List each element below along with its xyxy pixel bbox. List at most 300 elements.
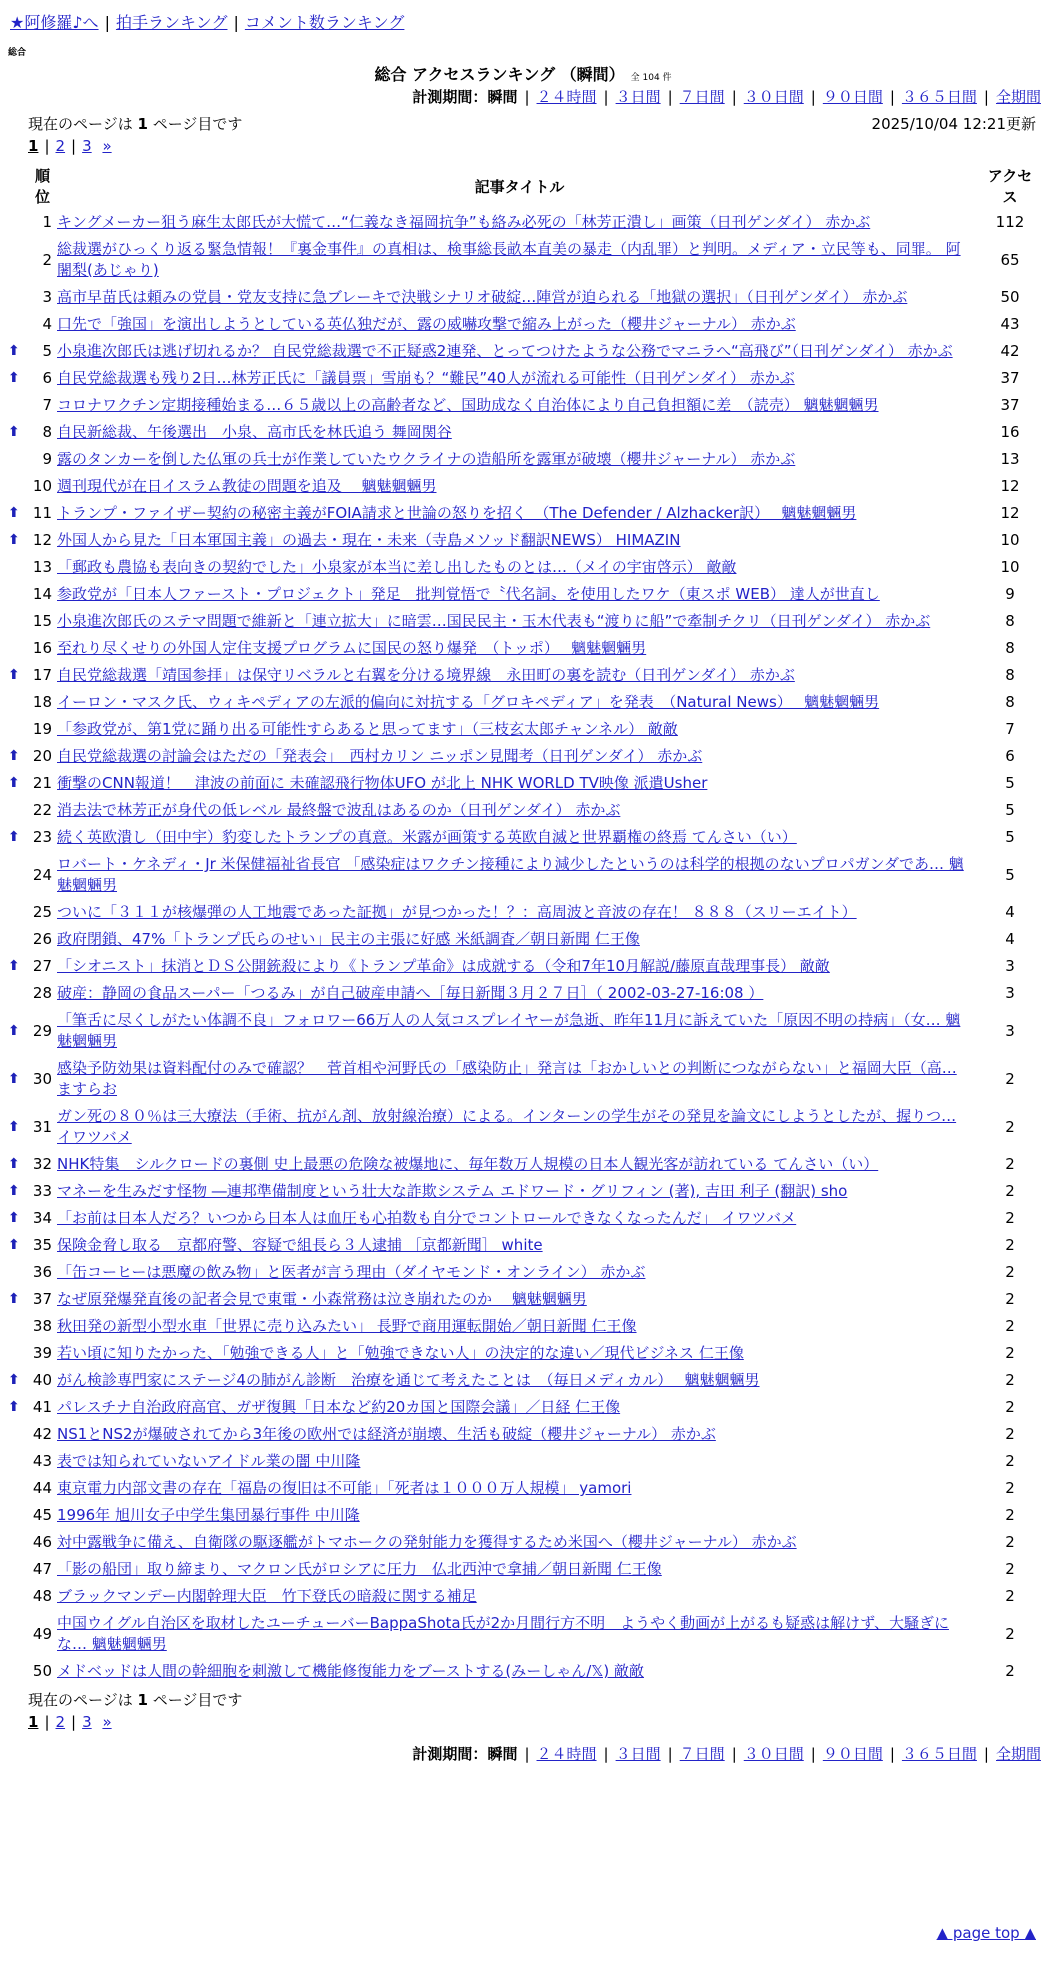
access-count: 8 (1005, 666, 1015, 684)
access-count: 2 (1005, 1506, 1015, 1524)
rank-number: 23 (32, 828, 52, 846)
title-cell (57, 1313, 982, 1340)
period-option[interactable]: ２４時間 (536, 88, 597, 106)
rank-change-cell (8, 980, 28, 1007)
article-link[interactable]: 高市早苗氏は頼みの党員・党友支持に急ブレーキで決戦シナリオ破綻…陣営が迫られる「地獄の選択」（日刊ゲンダイ） 赤かぶ (57, 288, 908, 306)
access-count: 2 (1005, 1371, 1015, 1389)
access-count: 5 (1005, 865, 1015, 884)
article-link[interactable]: 「郵政も農協も表向きの契約でした」小泉家が本当に差し出したものとは…（メイの宇宙啓示） 敵敵 (57, 558, 737, 576)
access-count: 5 (1005, 828, 1015, 846)
ranking-table (8, 163, 1038, 1685)
article-link[interactable]: 「筆舌に尽くしがたい体調不良」フォロワー66万人の人気コスプレイヤーが急逝、昨年11月に訴えていた「原因不明の持病」（女… 魑魅魍魎男 (57, 1011, 961, 1050)
article-link[interactable]: 1996年 旭川女子中学生集団暴行事件 中川隆 (57, 1506, 360, 1524)
table-row (8, 662, 1038, 689)
period-option[interactable]: ３日間 (615, 1745, 661, 1763)
article-link[interactable]: 衝撃のCNN報道！ 津波の前面に 未確認飛行物体UFO が北上 NHK WORLD TV映像 派遣Usher (57, 774, 708, 792)
access-count: 8 (1005, 639, 1015, 657)
rank-change-cell (8, 500, 28, 527)
access-count: 16 (1000, 423, 1020, 441)
access-count: 4 (1005, 903, 1015, 921)
article-link[interactable]: ついに「３１１が核爆弾の人工地震であった証拠」が見つかった！？：高周波と音波の存在！ ８８８（スリーエイト） (57, 903, 857, 921)
rank-number: 40 (32, 1371, 52, 1389)
rank-number: 7 (42, 396, 52, 414)
rank-number: 1 (42, 213, 52, 231)
access-count: 6 (1005, 747, 1015, 765)
access-count: 112 (995, 213, 1025, 231)
rank-change-cell (8, 1205, 28, 1232)
title-cell (57, 1448, 982, 1475)
rank-number: 27 (32, 957, 52, 975)
table-row (8, 1340, 1038, 1367)
title-cell (57, 1610, 982, 1658)
updated-timestamp: 2025/10/04 12:21更新 (871, 115, 1036, 133)
table-row (8, 284, 1038, 311)
rank-change-cell (8, 899, 28, 926)
article-link[interactable]: 東京電力内部文書の存在「福島の復旧は不可能」「死者は１０００万人規模」 yamori (57, 1479, 632, 1497)
period-option[interactable]: ７日間 (679, 1745, 725, 1763)
page-info-suffix: ページ目です (147, 1691, 243, 1709)
article-link[interactable]: 消去法で林芳正が身代の低レベル 最終盤で波乱はあるのか（日刊ゲンダイ） 赤かぶ (57, 801, 621, 819)
up-arrow-icon: ⬆ (8, 1183, 20, 1199)
rank-change-cell (8, 743, 28, 770)
table-row (8, 926, 1038, 953)
up-arrow-icon: ⬆ (8, 370, 20, 386)
article-link[interactable]: 外国人から見た「日本軍国主義」の過去・現在・未来（寺島メソッド翻訳NEWS） HIMAZIN (57, 531, 681, 549)
period-label: 計測期間： (412, 88, 488, 106)
period-separator: | (983, 88, 989, 106)
title-cell (57, 716, 982, 743)
rank-number: 50 (32, 1662, 52, 1680)
article-link[interactable]: 「缶コーヒーは悪魔の飲み物」と医者が言う理由（ダイヤモンド・オンライン） 赤かぶ (57, 1263, 646, 1281)
title-cell (57, 554, 982, 581)
article-link[interactable]: 対中露戦争に備え、自衛隊の駆逐艦がトマホークの発射能力を獲得するため米国へ（櫻井ジャーナル） 赤かぶ (57, 1533, 797, 1551)
pager-page-link[interactable]: 2 (55, 137, 66, 155)
access-count: 3 (1005, 1021, 1015, 1040)
article-link[interactable]: がん検診専門家にステージ4の肺がん診断 治療を通じて考えたことは （毎日メディカル） 魑魅魍魎男 (57, 1371, 760, 1389)
pager-page-link: 1 (28, 1713, 39, 1731)
access-count: 10 (1000, 531, 1020, 549)
table-row (8, 419, 1038, 446)
rank-change-cell (8, 608, 28, 635)
table-row (8, 1055, 1038, 1103)
rank-change-cell (8, 851, 28, 899)
access-count: 2 (1005, 1155, 1015, 1173)
rank-change-cell (8, 1448, 28, 1475)
article-link[interactable]: 「お前は日本人だろ？いつから日本人は血圧も心拍数も自分でコントロールできなくなったんだ」 イワツバメ (57, 1209, 797, 1227)
rank-number: 15 (32, 612, 52, 630)
table-row (8, 500, 1038, 527)
access-count: 43 (1000, 315, 1020, 333)
article-link[interactable]: 露のタンカーを倒した仏軍の兵士が作業していたウクライナの造船所を露軍が破壊（櫻井ジャーナル） 赤かぶ (57, 450, 796, 468)
article-link[interactable]: イーロン・マスク氏、ウィキペディアの左派的偏向に対抗する「グロキペディア」を発表 （Natural News） 魑魅魍魎男 (57, 693, 880, 711)
title-cell (57, 689, 982, 716)
access-count: 2 (1005, 1290, 1015, 1308)
period-option[interactable]: ９０日間 (822, 88, 883, 106)
period-option: 瞬間 (487, 88, 518, 106)
table-row (8, 311, 1038, 338)
up-arrow-icon: ⬆ (8, 1022, 20, 1039)
access-count: 3 (1005, 984, 1015, 1002)
period-option[interactable]: 全期間 (995, 88, 1041, 106)
table-row (8, 1394, 1038, 1421)
page-info-prefix: 現在のページは (28, 115, 138, 133)
rank-number: 12 (32, 531, 52, 549)
article-link[interactable]: 小泉進次郎氏は逃げ切れるか？ 自民党総裁選で不正疑惑2連発、とってつけたような公務でマニラへ“高飛び”（日刊ゲンダイ） 赤かぶ (57, 342, 953, 360)
rank-number: 17 (32, 666, 52, 684)
access-count: 5 (1005, 801, 1015, 819)
title-cell (57, 527, 982, 554)
table-row (8, 1475, 1038, 1502)
up-arrow-icon: ⬆ (8, 1210, 20, 1226)
rank-number: 14 (32, 585, 52, 603)
up-arrow-icon: ⬆ (8, 1237, 20, 1253)
rank-number: 36 (32, 1263, 52, 1281)
access-count: 2 (1005, 1479, 1015, 1497)
pager-page-link[interactable]: 2 (55, 1713, 66, 1731)
up-arrow-icon: ⬆ (8, 829, 20, 845)
table-row (8, 338, 1038, 365)
period-selector-top (412, 86, 1041, 107)
rank-change-cell (8, 338, 28, 365)
rank-number: 24 (32, 865, 52, 884)
rank-change-cell (8, 446, 28, 473)
up-arrow-icon: ⬆ (8, 424, 20, 440)
pager-top (28, 137, 112, 155)
rank-number: 34 (32, 1209, 52, 1227)
rank-number: 41 (32, 1398, 52, 1416)
rank-change-cell (8, 527, 28, 554)
article-link[interactable]: 破産：静岡の食品スーパー「つるみ」が自己破産申請へ［毎日新聞３月２７日］（ 2002-03-27-16:08 ） (57, 984, 764, 1002)
article-link[interactable]: 保険金脅し取る 京都府警、容疑で組長ら３人逮捕 ［京都新聞］ white (57, 1236, 543, 1254)
page-info-suffix: ページ目です (147, 115, 243, 133)
period-option[interactable]: ３０日間 (743, 1745, 804, 1763)
period-separator: | (524, 88, 530, 106)
table-row (8, 473, 1038, 500)
article-link[interactable]: 続く英欧潰し（田中宇）豹変したトランプの真意。米露が画策する英欧自滅と世界覇権の終焉 てんさい（い） (57, 828, 797, 846)
rank-number: 44 (32, 1479, 52, 1497)
article-link[interactable]: 至れり尽くせりの外国人定住支援プログラムに国民の怒り爆発 （トッポ） 魑魅魍魎男 (57, 639, 647, 657)
article-link[interactable]: マネーを生みだす怪物 ―連邦準備制度という壮大な詐欺システム エドワード・グリフィン (著), 吉田 利子 (翻訳) sho (57, 1182, 848, 1200)
article-link[interactable]: 週刊現代が在日イスラム教徒の問題を追及 魑魅魍魎男 (57, 477, 437, 495)
rank-number: 37 (32, 1290, 52, 1308)
rank-number: 9 (42, 450, 52, 468)
period-separator: | (667, 88, 673, 106)
title-cell (57, 851, 982, 899)
table-row (8, 1205, 1038, 1232)
pager-separator: | (71, 1713, 77, 1731)
rank-number: 11 (32, 504, 52, 522)
access-count: 2 (1005, 1117, 1015, 1136)
title-cell (57, 1151, 982, 1178)
period-separator: | (810, 88, 816, 106)
article-link[interactable]: パレスチナ自治政府高官、ガザ復興「日本など約20カ国と国際会議」／日経 仁王像 (57, 1398, 621, 1416)
article-link[interactable]: 「参政党が、第1党に踊り出る可能性すらあると思ってます」（三枝玄太郎チャンネル） 敵敵 (57, 720, 678, 738)
title-cell (57, 581, 982, 608)
table-row (8, 1610, 1038, 1658)
period-separator: | (667, 1745, 673, 1763)
table-row (8, 797, 1038, 824)
rank-change-cell (8, 473, 28, 500)
table-row (8, 365, 1038, 392)
article-link[interactable]: 若い頃に知りたかった、「勉強できる人」と「勉強できない人」の決定的な違い／現代ビジネス 仁王像 (57, 1344, 744, 1362)
article-link[interactable]: 中国ウイグル自治区を取材したユーチューバーBappaShota氏が2か月間行方不明 ようやく動画が上がるも疑惑は解けず、大騒ぎにな… 魑魅魍魎男 (57, 1614, 949, 1653)
title-cell (57, 419, 982, 446)
article-link[interactable]: 小泉進次郎氏のステマ問題で維新と「連立拡大」に暗雲…国民民主・玉木代表も“渡りに船”で牽制チクリ（日刊ゲンダイ） 赤かぶ (57, 612, 931, 630)
table-row (8, 1103, 1038, 1151)
rank-change-cell (8, 392, 28, 419)
pager-next-link[interactable]: » (102, 1713, 112, 1731)
table-row (8, 527, 1038, 554)
title-cell (57, 1232, 982, 1259)
page-top-link[interactable]: ▲ page top ▲ (936, 1924, 1036, 1942)
access-count: 2 (1005, 1236, 1015, 1254)
rank-change-cell (8, 1367, 28, 1394)
table-row (8, 1259, 1038, 1286)
title-cell (57, 1394, 982, 1421)
title-cell (57, 1502, 982, 1529)
rank-number: 43 (32, 1452, 52, 1470)
article-link[interactable]: 自民党総裁選「靖国参拝」は保守リベラルと右翼を分ける境界線 永田町の裏を読む（日刊ゲンダイ） 赤かぶ (57, 666, 795, 684)
nav-separator: | (233, 13, 239, 32)
rank-number: 26 (32, 930, 52, 948)
table-row (8, 635, 1038, 662)
period-option[interactable]: ９０日間 (822, 1745, 883, 1763)
rank-change-cell (8, 1610, 28, 1658)
title-cell (57, 236, 982, 284)
table-row (8, 770, 1038, 797)
access-count: 2 (1005, 1662, 1015, 1680)
rank-change-cell (8, 635, 28, 662)
title-cell (57, 899, 982, 926)
article-link[interactable]: トランプ・ファイザー契約の秘密主義がFOIA請求と世論の怒りを招く （The Defender / Alzhacker訳） 魑魅魍魎男 (57, 504, 857, 522)
table-header-row (8, 163, 1038, 209)
rank-change-cell (8, 1340, 28, 1367)
rank-number: 48 (32, 1587, 52, 1605)
rank-change-cell (8, 797, 28, 824)
table-row (8, 953, 1038, 980)
title-cell (57, 797, 982, 824)
table-row (8, 1313, 1038, 1340)
table-row (8, 980, 1038, 1007)
title-cell (57, 1286, 982, 1313)
rank-change-cell (8, 236, 28, 284)
article-link[interactable]: ガン死の８０％は三大療法（手術、抗がん剤、放射線治療）による。インターンの学生がその発見を論文にしようとしたが、握りつ… イワツバメ (57, 1107, 957, 1146)
rank-number: 5 (42, 342, 52, 360)
rank-change-cell (8, 662, 28, 689)
rank-number: 28 (32, 984, 52, 1002)
rank-change-cell (8, 1529, 28, 1556)
rank-number: 30 (32, 1069, 52, 1088)
period-option[interactable]: ３日間 (615, 88, 661, 106)
rank-number: 18 (32, 693, 52, 711)
title-cell (57, 608, 982, 635)
rank-change-cell (8, 1055, 28, 1103)
rank-change-cell (8, 209, 28, 236)
table-row (8, 824, 1038, 851)
rank-change-cell (8, 1232, 28, 1259)
table-row (8, 1007, 1038, 1055)
rank-number: 32 (32, 1155, 52, 1173)
table-row (8, 899, 1038, 926)
up-arrow-icon: ⬆ (8, 958, 20, 974)
table-row (8, 554, 1038, 581)
rank-change-cell (8, 1502, 28, 1529)
period-selector-bottom (412, 1743, 1041, 1764)
pager-page-link: 1 (28, 137, 39, 155)
access-count: 12 (1000, 477, 1020, 495)
top-nav (10, 10, 404, 33)
access-count: 37 (1000, 369, 1020, 387)
pager-separator: | (44, 137, 50, 155)
rank-change-cell (8, 1556, 28, 1583)
period-option[interactable]: ３０日間 (743, 88, 804, 106)
article-link[interactable]: キングメーカー狙う麻生太郎氏が大慌て…“仁義なき福岡抗争”も絡み必死の「林芳正潰し」画策（日刊ゲンダイ） 赤かぶ (57, 213, 871, 231)
title-cell (57, 1340, 982, 1367)
article-link[interactable]: 秋田発の新型小型水車「世界に売り込みたい」 長野で商用運転開始／朝日新聞 仁王像 (57, 1317, 637, 1335)
up-arrow-icon: ⬆ (8, 1399, 20, 1415)
article-link[interactable]: 口先で「強国」を演出しようとしている英仏独だが、露の威嚇攻撃で縮み上がった（櫻井ジャーナル） 赤かぶ (57, 315, 796, 333)
pager-page-link[interactable]: 3 (82, 1713, 92, 1731)
access-count: 65 (1000, 250, 1020, 269)
rank-change-cell (8, 1313, 28, 1340)
rank-change-cell (8, 581, 28, 608)
rank-change-cell (8, 1103, 28, 1151)
article-link[interactable]: 感染予防効果は資料配付のみで確認？ 菅首相や河野氏の「感染防止」発言は「おかしいとの判断につながらない」と福岡大臣（高… ますらお (57, 1059, 957, 1098)
rank-change-cell (8, 1421, 28, 1448)
rank-change-cell (8, 770, 28, 797)
rank-number: 8 (42, 423, 52, 441)
up-arrow-icon: ⬆ (8, 1070, 20, 1087)
pager-separator: | (71, 137, 77, 155)
total-count: 全 104 件 (630, 73, 672, 83)
rank-change-cell (8, 1151, 28, 1178)
arrow-column-header (8, 163, 28, 209)
article-link[interactable]: 政府閉鎖、47%「トランプ氏らのせい」民主の主張に好感 米紙調査／朝日新聞 仁王像 (57, 930, 640, 948)
title-cell (57, 284, 982, 311)
rank-number: 20 (32, 747, 52, 765)
rank-change-cell (8, 1286, 28, 1313)
rank-number: 25 (32, 903, 52, 921)
home-link[interactable]: ★阿修羅♪へ (10, 13, 99, 32)
rank-number: 46 (32, 1533, 52, 1551)
access-count: 3 (1005, 957, 1015, 975)
rank-number: 35 (32, 1236, 52, 1254)
table-row (8, 851, 1038, 899)
category-label: 総合 (8, 48, 27, 58)
article-link[interactable]: 自民党総裁選の討論会はただの「発表会」 西村カリン ニッポン見聞考（日刊ゲンダイ） 赤かぶ (57, 747, 703, 765)
article-link[interactable]: コロナワクチン定期接種始まる…６５歳以上の高齢者など、国助成なく自治体により自己負担額に差 （読売） 魑魅魍魎男 (57, 396, 879, 414)
article-link[interactable]: 「シオニスト」抹消とＤＳ公開銃殺により《トランプ革命》は成就する（令和7年10月解説/藤原直哉理事長） 敵敵 (57, 957, 830, 975)
period-label: 計測期間： (412, 1745, 488, 1763)
access-count: 2 (1005, 1209, 1015, 1227)
rank-change-cell (8, 716, 28, 743)
article-link[interactable]: ロバート・ケネディ・Jr 米保健福祉省長官 「感染症はワクチン接種により減少したというのは科学的根拠のないプロパガンダであ… 魑魅魍魎男 (57, 855, 964, 894)
access-count: 2 (1005, 1587, 1015, 1605)
title-cell (57, 1529, 982, 1556)
rank-number: 2 (42, 250, 52, 269)
period-separator: | (603, 88, 609, 106)
period-separator: | (889, 88, 895, 106)
page-info-number: 1 (137, 1691, 148, 1709)
rank-number: 13 (32, 558, 52, 576)
up-arrow-icon: ⬆ (8, 1372, 20, 1388)
up-arrow-icon: ⬆ (8, 1291, 20, 1307)
table-row (8, 1178, 1038, 1205)
access-count: 2 (1005, 1182, 1015, 1200)
rank-number: 16 (32, 639, 52, 657)
article-link[interactable]: 総裁選がひっくり返る緊急情報！『裏金事件』の真相は、検事総長畝本直美の暴走（内乱罪）と判明。メディア・立民等も、同罪。 阿闍梨(あじゃり) (57, 240, 961, 279)
article-link[interactable]: メドベッドは人間の幹細胞を刺激して機能修復能力をブーストする(みーしゃん/𝕏) 敵敵 (57, 1662, 644, 1680)
up-arrow-icon: ⬆ (8, 1156, 20, 1172)
title-cell (57, 1259, 982, 1286)
title-cell (57, 1007, 982, 1055)
rank-change-cell (8, 1259, 28, 1286)
rank-number: 33 (32, 1182, 52, 1200)
article-link[interactable]: 表では知られていないアイドル業の闇 中川隆 (57, 1452, 361, 1470)
title-cell (57, 743, 982, 770)
article-link[interactable]: ブラックマンデー内閣幹理大臣 竹下登氏の暗殺に関する補足 (57, 1587, 477, 1605)
access-count: 9 (1005, 585, 1015, 603)
title-cell (57, 926, 982, 953)
period-option[interactable]: ２４時間 (536, 1745, 597, 1763)
access-count: 2 (1005, 1533, 1015, 1551)
table-row (8, 743, 1038, 770)
pager-next-link[interactable]: » (102, 137, 112, 155)
rank-change-cell (8, 284, 28, 311)
applause-ranking-link[interactable]: 拍手ランキング (115, 13, 228, 32)
article-link[interactable]: 自民新総裁、午後選出 小泉、高市氏を林氏追う 舞岡関谷 (57, 423, 452, 441)
table-row (8, 1367, 1038, 1394)
pager-page-link[interactable]: 3 (82, 137, 92, 155)
rank-number: 19 (32, 720, 52, 738)
article-link[interactable]: 参政党が「日本人ファースト・プロジェクト」発足 批判覚悟で〝代名詞〟を使用したワケ（東スポ WEB） 達人が世直し (57, 585, 880, 603)
access-count: 12 (1000, 504, 1020, 522)
period-separator: | (731, 1745, 737, 1763)
access-count: 2 (1005, 1263, 1015, 1281)
period-separator: | (983, 1745, 989, 1763)
comment-ranking-link[interactable]: コメント数ランキング (244, 13, 405, 32)
rank-change-cell (8, 824, 28, 851)
period-option[interactable]: ３６５日間 (901, 88, 977, 106)
table-row (8, 1232, 1038, 1259)
period-option[interactable]: ７日間 (679, 88, 725, 106)
up-arrow-icon: ⬆ (8, 343, 20, 359)
table-row (8, 1151, 1038, 1178)
article-link[interactable]: NS1とNS2が爆破されてから3年後の欧州では経済が崩壊、生活も破綻（櫻井ジャーナル） 赤かぶ (57, 1425, 716, 1443)
rank-number: 47 (32, 1560, 52, 1578)
table-row (8, 236, 1038, 284)
article-link[interactable]: 自民党総裁選も残り2日…林芳正氏に「議員票」雪崩も？“難民”40人が流れる可能性（日刊ゲンダイ） 赤かぶ (57, 369, 795, 387)
article-link[interactable]: なぜ原発爆発直後の記者会見で東電・小森常務は泣き崩れたのか 魑魅魍魎男 (57, 1290, 587, 1308)
period-option: 瞬間 (487, 1745, 518, 1763)
article-link[interactable]: NHK特集 シルクロードの裏側 史上最悪の危険な被爆地に、毎年数万人規模の日本人観光客が訪れている てんさい（い） (57, 1155, 879, 1173)
table-row (8, 1286, 1038, 1313)
title-cell (57, 209, 982, 236)
period-separator: | (603, 1745, 609, 1763)
nav-separator: | (104, 13, 110, 32)
period-option[interactable]: ３６５日間 (901, 1745, 977, 1763)
rank-column-header: 順位 (34, 167, 50, 206)
title-cell (57, 1205, 982, 1232)
rank-number: 39 (32, 1344, 52, 1362)
rank-change-cell (8, 1178, 28, 1205)
period-option[interactable]: 全期間 (995, 1745, 1041, 1763)
article-link[interactable]: 「影の船団」取り締まり、マクロン氏がロシアに圧力 仏北西沖で拿捕／朝日新聞 仁王像 (57, 1560, 662, 1578)
rank-change-cell (8, 554, 28, 581)
title-cell (57, 824, 982, 851)
access-count: 2 (1005, 1398, 1015, 1416)
rank-number: 45 (32, 1506, 52, 1524)
